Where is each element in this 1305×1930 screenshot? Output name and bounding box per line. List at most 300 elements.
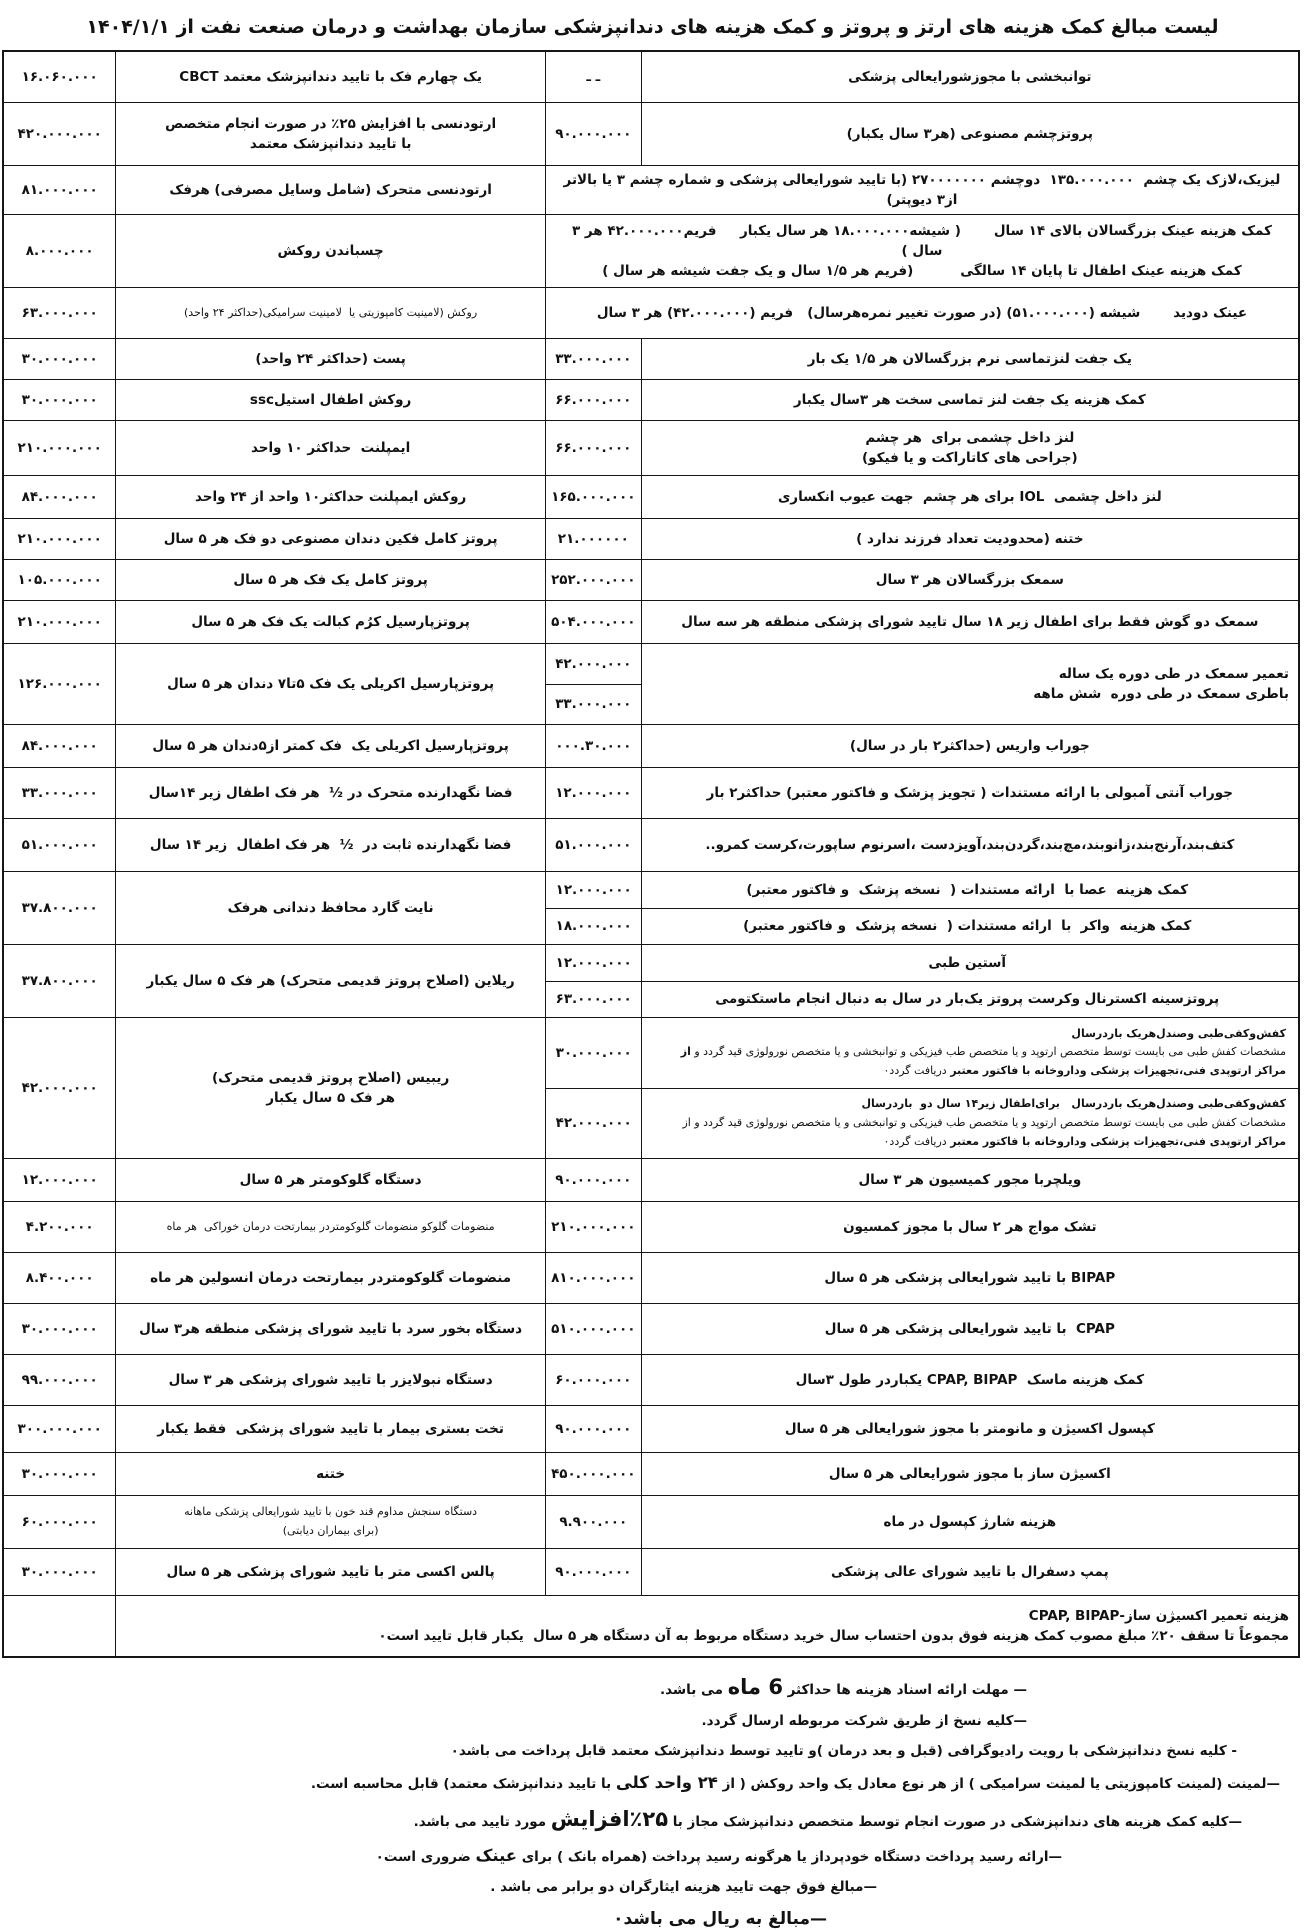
text-segment: آستین طبی xyxy=(928,954,1007,971)
table-row xyxy=(4,724,1298,767)
item-description xyxy=(648,1095,1286,1151)
amount-cell xyxy=(4,819,115,871)
item-description xyxy=(125,529,536,549)
table-row xyxy=(4,818,1298,871)
text-segment: لنز داخل چشمی IOL برای هر چشم جهت عیوب انکساری xyxy=(777,488,1162,505)
text-segment: چسباندن روکش xyxy=(277,242,384,259)
item-name-cell xyxy=(115,560,545,600)
text-segment: هر فک ۵ سال یکبار xyxy=(266,1090,396,1106)
item-name-cell xyxy=(115,339,545,379)
amount-subcell xyxy=(546,684,641,725)
amount-value: ۶۳.۰۰۰.۰۰۰ xyxy=(555,991,632,1008)
amount-cell xyxy=(4,519,115,559)
amount-value: ۹۰.۰۰۰.۰۰۰ xyxy=(555,126,632,142)
text-segment: با تایید دندانپزشک معتمد) قابل محاسبه است. xyxy=(310,1776,616,1793)
amount-cell xyxy=(4,380,115,420)
footnotes xyxy=(13,1674,1292,1930)
amount-value: ۸۱.۰۰۰.۰۰۰ xyxy=(21,182,98,198)
amount-cell xyxy=(546,945,642,981)
item-description xyxy=(125,1218,536,1237)
text-segment: روکش ایمپلنت حداکثر۱۰ واحد از ۲۴ واحد xyxy=(194,488,467,505)
split-cell-group xyxy=(545,872,1298,944)
item-name-cell xyxy=(115,103,545,165)
amount-value: ۱۲.۰۰۰.۰۰۰ xyxy=(555,785,632,801)
item-description xyxy=(555,221,1289,282)
item-name-cell xyxy=(641,339,1298,379)
amount-cell xyxy=(4,1253,115,1303)
split-cell-group xyxy=(545,945,1298,1017)
item-description xyxy=(125,1606,1289,1647)
table-row xyxy=(4,643,1298,724)
text-segment: مراکز ارتوپدی فنی،تجهیزات پزشکی وداروخانه با فاکتور معتبر xyxy=(950,1064,1286,1078)
amount-value: ۱۲.۰۰۰.۰۰۰ xyxy=(21,1172,98,1188)
text-segment: کمک هزینه واکر با ارائه مستندات ( نسخه پزشک و فاکتور معتبر) xyxy=(743,918,1192,935)
item-name-cell xyxy=(641,982,1298,1018)
item-description xyxy=(125,241,536,261)
text-segment: روکش اطفال استیلssc xyxy=(249,391,412,408)
item-name-cell xyxy=(641,380,1298,420)
item-name-cell xyxy=(641,945,1298,981)
item-name-cell xyxy=(641,768,1298,818)
amount-cell xyxy=(545,1406,641,1452)
amount-cell xyxy=(4,103,115,165)
table-row xyxy=(4,1452,1298,1495)
item-description xyxy=(651,529,1289,549)
text-segment: باطری سمعک در طی دوره شش ماهه xyxy=(1033,686,1289,702)
item-description xyxy=(125,674,536,694)
amount-value: ۸۴.۰۰۰.۰۰۰ xyxy=(21,489,98,505)
amount-value: ۶۰.۰۰۰.۰۰۰ xyxy=(555,1372,632,1388)
item-name-cell xyxy=(641,644,1298,724)
footnote xyxy=(13,1772,1280,1794)
text-segment: ریلاین (اصلاح پروتز قدیمی متحرک) هر فک ۵ سال یکبار xyxy=(146,972,515,989)
text-segment: دریافت گردد۰ xyxy=(883,1064,951,1078)
table-row xyxy=(4,767,1298,818)
amount-value: ۴۵۰.۰۰۰.۰۰۰ xyxy=(551,1466,636,1482)
text-segment: پروتز کامل فکین دندان مصنوعی دو فک هر ۵ سال xyxy=(163,530,498,547)
amount-value: ۵۱.۰۰۰.۰۰۰ xyxy=(555,837,632,853)
item-description xyxy=(125,1370,536,1390)
amount-value: ۳۰.۰۰۰.۰۰۰ xyxy=(21,351,98,367)
amount-cell xyxy=(4,601,115,643)
text-segment: جوراب واریس (حداکثر۲ بار در سال) xyxy=(849,737,1090,754)
text-segment: جوراب آنتی آمبولی با ارائه مستندات ( تجویز پزشک و فاکتور معتبر) حداکثر۲ بار xyxy=(706,784,1234,801)
item-description xyxy=(651,612,1289,632)
amount-cell xyxy=(546,909,642,945)
amount-cell xyxy=(4,768,115,818)
text-segment: CPAP با تایید شورایعالی پزشکی هر ۵ سال xyxy=(824,1320,1115,1337)
amount-cell xyxy=(546,1018,642,1088)
footnote xyxy=(13,1674,1027,1701)
item-name-cell xyxy=(641,1253,1298,1303)
item-description xyxy=(125,1268,536,1288)
item-description xyxy=(651,1217,1289,1237)
table-row xyxy=(4,475,1298,518)
text-segment: پروتزپارسیل اکریلی یک فک ۵تا۷ دندان هر ۵ سال xyxy=(167,675,495,692)
amount-value: ۶۳.۰۰۰.۰۰۰ xyxy=(21,305,98,321)
amount-cell xyxy=(4,1355,115,1405)
text-segment: کمک هزینه عینک بزرگسالان بالای ۱۴ سال ( شیشه۱۸.۰۰۰.۰۰۰ هر سال یکبار فریم۴۲.۰۰۰.۰۰۰ هر ۳ سال ) xyxy=(567,222,1272,259)
item-name-cell xyxy=(641,560,1298,600)
text-segment: دستگاه نبولایزر با تایید شورای پزشکی هر ۳ سال xyxy=(168,1371,493,1388)
item-name-cell xyxy=(115,1596,1298,1656)
amount-value: ۱۲.۰۰۰.۰۰۰ xyxy=(555,954,632,971)
item-name-cell xyxy=(115,1202,545,1252)
table-row xyxy=(4,871,1298,944)
item-name-cell xyxy=(641,1496,1298,1548)
amount-cell xyxy=(4,1549,115,1595)
table-row xyxy=(4,944,1298,1017)
item-description xyxy=(125,438,536,458)
item-description xyxy=(651,428,1289,469)
item-name-cell xyxy=(115,872,545,944)
text-segment: ریبیس (اصلاح پروتز قدیمی متحرک) xyxy=(211,1069,450,1086)
item-description xyxy=(651,783,1289,803)
text-segment: فضا نگهدارنده متحرک در ½ هر فک اطفال زیر ۱۴سال xyxy=(148,784,513,801)
item-name-cell xyxy=(115,288,545,338)
item-description xyxy=(125,1419,536,1439)
item-name-cell xyxy=(641,1453,1298,1495)
text-segment: نایت گارد محافظ دندانی هرفک xyxy=(227,899,434,916)
item-description xyxy=(125,1170,536,1190)
page-title: لیست مبالغ کمک هزینه های ارتز و پروتز و کمک هزینه های دندانپزشکی سازمان بهداشت و درمان صنعت نفت از ۱۴۰۴/۱/۱ xyxy=(86,16,1219,38)
text-segment: پالس اکسی متر با تایید شورای پزشکی هر ۵ سال xyxy=(166,1563,495,1580)
amount-cell xyxy=(546,982,642,1018)
amount-cell xyxy=(546,872,642,908)
amount-cell xyxy=(545,339,641,379)
table-row xyxy=(4,379,1298,420)
sub-row xyxy=(546,945,1298,981)
text-segment: BIPAP با تایید شورایعالی پزشکی هر ۵ سال xyxy=(824,1269,1116,1286)
amount-cell xyxy=(545,519,641,559)
amount-value: ۹۰.۰۰۰.۰۰۰ xyxy=(555,1172,632,1188)
item-description xyxy=(651,570,1289,590)
item-name-cell xyxy=(641,1089,1298,1159)
amount-cell xyxy=(4,1453,115,1495)
amount-cell xyxy=(545,768,641,818)
amount-value: ۲۱۰.۰۰۰.۰۰۰ xyxy=(17,614,102,630)
item-name-cell xyxy=(641,421,1298,475)
item-description xyxy=(125,835,536,855)
amount-cell xyxy=(4,166,115,214)
text-segment: توانبخشی با مجوزشورایعالی پزشکی xyxy=(848,68,1092,85)
amount-cell xyxy=(4,1304,115,1354)
item-description xyxy=(651,487,1289,507)
text-segment: می باشد. xyxy=(659,1682,728,1698)
amount-value: ۸۴.۰۰۰.۰۰۰ xyxy=(21,738,98,754)
item-name-cell xyxy=(115,1018,545,1158)
text-segment: عینک xyxy=(475,1846,518,1866)
amount-cell xyxy=(545,380,641,420)
item-name-cell xyxy=(641,519,1298,559)
text-segment: پروتزپارسیل اکریلی یک فک کمتر از۵دندان هر ۵ سال xyxy=(152,737,509,754)
footnote xyxy=(13,1806,1242,1833)
amount-value: ۲۵۲.۰۰۰.۰۰۰ xyxy=(551,572,636,588)
table-row xyxy=(4,102,1298,165)
footnote xyxy=(13,1908,827,1930)
item-name-cell xyxy=(115,1304,545,1354)
table-row xyxy=(4,1303,1298,1354)
text-segment: اکسیژن ساز با مجوز شورایعالی هر ۵ سال xyxy=(828,1465,1111,1482)
table-row xyxy=(4,287,1298,338)
table-row xyxy=(4,165,1298,214)
amount-cell xyxy=(4,1018,115,1158)
item-name-cell xyxy=(115,52,545,102)
amount-value: ۸.۴۰۰.۰۰۰ xyxy=(25,1270,94,1286)
amount-value: ۳۰۰.۰۰۰.۰۰۰ xyxy=(17,1421,102,1437)
item-name-cell xyxy=(641,52,1298,102)
text-segment: تخت بستری بیمار با تایید شورای پزشکی فقط یکبار xyxy=(157,1420,504,1437)
item-description xyxy=(651,835,1289,855)
item-name-cell xyxy=(115,768,545,818)
amount-cell xyxy=(4,476,115,518)
amount-value: ۹۹.۰۰۰.۰۰۰ xyxy=(21,1372,98,1388)
item-description xyxy=(125,971,536,991)
text-segment: دریافت گردد۰ xyxy=(883,1134,951,1148)
item-description xyxy=(651,1419,1289,1439)
item-name-cell xyxy=(641,909,1298,945)
amount-value: ۳۰.۰۰۰.۰۰۰ xyxy=(21,1564,98,1580)
text-segment: مراکز ارتوپدی فنی،تجهیزات پزشکی وداروخانه با فاکتور معتبر xyxy=(950,1134,1286,1148)
item-description xyxy=(555,303,1289,323)
item-description xyxy=(651,1170,1289,1190)
text-segment: پروتز کامل یک فک هر ۵ سال xyxy=(233,571,428,588)
text-segment: از xyxy=(680,1045,691,1059)
item-description xyxy=(648,953,1286,973)
item-name-cell xyxy=(545,166,1298,214)
amount-value: ۸۱۰.۰۰۰.۰۰۰ xyxy=(551,1270,636,1286)
amount-cell xyxy=(545,103,641,165)
table-row xyxy=(4,1354,1298,1405)
item-name-cell xyxy=(115,1453,545,1495)
item-description xyxy=(125,898,536,918)
text-segment: ایمپلنت حداکثر ۱۰ واحد xyxy=(250,439,411,456)
item-description xyxy=(125,1464,536,1484)
amount-value: ۶۶.۰۰۰.۰۰۰ xyxy=(555,440,632,456)
item-description xyxy=(651,124,1289,144)
amount-cell xyxy=(545,644,641,724)
item-description xyxy=(651,1562,1289,1582)
item-description xyxy=(555,170,1289,211)
text-segment: هزینه تعمیر اکسیژن ساز-CPAP, BIPAP xyxy=(1028,1607,1289,1624)
amount-cell xyxy=(545,1202,641,1252)
item-description xyxy=(648,916,1286,936)
item-name-cell xyxy=(115,601,545,643)
item-name-cell xyxy=(641,601,1298,643)
amount-value: ۵۱۰.۰۰۰.۰۰۰ xyxy=(551,1321,636,1337)
item-name-cell xyxy=(641,1159,1298,1201)
text-segment: با تایید دندانپزشک معتمد xyxy=(249,136,412,152)
item-description xyxy=(125,783,536,803)
item-description xyxy=(125,736,536,756)
text-segment: پروتزپارسیل کرُم کبالت یک فک هر ۵ سال xyxy=(191,613,470,630)
text-segment: پروتزسینه اکسترنال وکرست پروتز یک‌بار در سال به دنبال انجام ماستکتومی xyxy=(715,991,1220,1008)
amount-value: ـ ـ xyxy=(586,69,601,85)
amount-cell xyxy=(4,1496,115,1548)
text-segment: ۲۵٪افزایش xyxy=(550,1806,669,1831)
table-row xyxy=(4,338,1298,379)
item-name-cell xyxy=(115,1355,545,1405)
text-segment: کمک هزینه ماسک CPAP, BIPAP یکباردر طول ۳سال xyxy=(795,1371,1145,1388)
amount-value: ۴۲.۰۰۰.۰۰۰ xyxy=(21,1080,98,1096)
item-description xyxy=(651,390,1289,410)
amount-value: ۱۲۶.۰۰۰.۰۰۰ xyxy=(17,676,102,692)
amount-value: ۸.۰۰۰.۰۰۰ xyxy=(25,243,94,259)
text-segment: منضومات گلوکو منضومات گلوکومتردر بیمارتحت درمان خوراکی هر ماه xyxy=(166,1219,495,1233)
amount-value: ۳۰.۰۰۰.۰۰۰ xyxy=(555,1044,632,1061)
amount-value: ۳۳.۰۰۰.۰۰۰ xyxy=(555,351,632,367)
amount-value: ۳۳.۰۰۰.۰۰۰ xyxy=(555,696,632,713)
text-segment: مورد تایید می باشد. xyxy=(413,1813,551,1830)
amount-value: ۶۰.۰۰۰.۰۰۰ xyxy=(21,1514,98,1530)
text-segment: مشخصات کفش طبی می بایست توسط متخصص ارتوپد و یا متخصص طب فیزیکی و توانبخشی و یا متخصص نورولوژی قید گردد و xyxy=(690,1045,1286,1059)
amount-cell xyxy=(545,819,641,871)
sub-row xyxy=(546,872,1298,908)
item-name-cell xyxy=(115,380,545,420)
amount-value: ۱۸.۰۰۰.۰۰۰ xyxy=(555,918,632,935)
amount-cell xyxy=(545,1549,641,1595)
text-segment: کپسول اکسیژن و مانومتر با مجوز شورایعالی هر ۵ سال xyxy=(784,1420,1155,1437)
item-name-cell xyxy=(641,819,1298,871)
item-name-cell xyxy=(641,1304,1298,1354)
item-name-cell xyxy=(115,644,545,724)
text-segment: یک چهارم فک با تایید دندانپزشک معتمد CBCT xyxy=(179,68,482,85)
amount-cell xyxy=(545,725,641,767)
amount-value: ۱۶.۰۶۰.۰۰۰ xyxy=(21,69,98,85)
item-name-cell xyxy=(545,288,1298,338)
amount-cell xyxy=(4,644,115,724)
text-segment: مشخصات کفش طبی می بایست توسط متخصص ارتوپد و یا متخصص طب فیزیکی و توانبخشی و یا متخصص نورولوژی قید گردد و از xyxy=(682,1115,1286,1129)
amount-value: ۴۲۰.۰۰۰.۰۰۰ xyxy=(17,126,102,142)
item-name-cell xyxy=(115,519,545,559)
text-segment: ختنه (محدودیت تعداد فرزند ندارد ) xyxy=(856,530,1084,547)
item-description xyxy=(125,487,536,507)
item-name-cell xyxy=(115,421,545,475)
text-segment: پست (حداکثر ۲۴ واحد) xyxy=(255,350,406,367)
item-description xyxy=(125,612,536,632)
amount-value: ۰۰۰.۳۰.۰۰۰ xyxy=(555,738,632,754)
item-name-cell xyxy=(641,1549,1298,1595)
amount-value: ۳۰.۰۰۰.۰۰۰ xyxy=(21,1466,98,1482)
split-cell-group xyxy=(545,1018,1298,1158)
amount-cell xyxy=(545,1304,641,1354)
amount-value: ۶۶.۰۰۰.۰۰۰ xyxy=(555,392,632,408)
item-name-cell xyxy=(641,1355,1298,1405)
item-description xyxy=(648,880,1286,900)
item-description xyxy=(651,1319,1289,1339)
item-description xyxy=(651,67,1289,87)
item-description xyxy=(651,664,1289,705)
item-name-cell xyxy=(115,1253,545,1303)
text-segment: ارتودنسی متحرک (شامل وسایل مصرفی) هرفک xyxy=(169,181,492,198)
amount-cell xyxy=(4,421,115,475)
amount-value: ۲۱۰.۰۰۰.۰۰۰ xyxy=(17,531,102,547)
footnote xyxy=(13,1713,1027,1731)
item-description xyxy=(651,1268,1289,1288)
amount-cell xyxy=(545,601,641,643)
footnote xyxy=(13,1845,1062,1867)
sub-row xyxy=(546,1088,1298,1159)
text-segment: کفش‌وکفی‌طبی وصندل‌هریک باردرسال برای‌اطفال زیر۱۴ سال دو باردرسال xyxy=(861,1097,1286,1111)
item-name-cell xyxy=(115,725,545,767)
table-row xyxy=(4,1548,1298,1595)
text-segment: کمک هزینه عینک اطفال تا پایان ۱۴ سالگی (فریم هر ۱/۵ سال و یک جفت شیشه هر سال ) xyxy=(602,263,1242,280)
amount-value: ۲۱۰.۰۰۰.۰۰۰ xyxy=(17,440,102,456)
item-description xyxy=(651,349,1289,369)
text-segment: —ارائه رسید پرداخت دستگاه خودپرداز یا هرگونه رسید پرداخت (همراه بانک ) برای xyxy=(517,1849,1062,1866)
footnote xyxy=(13,1743,1237,1761)
table-row xyxy=(4,1595,1298,1656)
amount-cell xyxy=(545,560,641,600)
footnote xyxy=(13,1879,877,1897)
amount-cell xyxy=(546,1089,642,1159)
amount-cell xyxy=(545,52,641,102)
item-name-cell xyxy=(641,872,1298,908)
text-segment: ختنه xyxy=(316,1465,346,1482)
amount-cell xyxy=(545,1253,641,1303)
table-row xyxy=(4,1158,1298,1201)
text-segment: کتف‌بند،آرنج‌بند،زانوبند،مچ‌بند،گردن‌بند،آویزدست ،اسرنوم ساپورت،کرست کمرو.. xyxy=(705,836,1235,853)
text-segment: هزینه شارژ کپسول در ماه xyxy=(883,1513,1057,1530)
amount-value: ۹۰.۰۰۰.۰۰۰ xyxy=(555,1564,632,1580)
item-description xyxy=(651,1512,1289,1532)
item-description xyxy=(125,390,536,410)
amount-value: ۴۲.۰۰۰.۰۰۰ xyxy=(555,655,632,672)
item-description xyxy=(651,736,1289,756)
text-segment: دستگاه بخور سرد با تایید شورای پزشکی منطقه هر۳ سال xyxy=(139,1320,523,1337)
item-description xyxy=(125,67,536,87)
amount-value: ۱۶۵.۰۰۰.۰۰۰ xyxy=(551,489,636,505)
amount-cell xyxy=(545,1159,641,1201)
item-name-cell xyxy=(115,1406,545,1452)
sub-row xyxy=(546,1018,1298,1088)
amount-value: ۳۷.۸۰۰.۰۰۰ xyxy=(21,973,98,989)
amount-cell xyxy=(4,339,115,379)
item-name-cell xyxy=(115,1496,545,1548)
item-name-cell xyxy=(641,1018,1298,1088)
item-description xyxy=(125,180,536,200)
amount-cell xyxy=(4,945,115,1017)
table-row xyxy=(4,1252,1298,1303)
text-segment: دستگاه سنجش مداوم قند خون با تایید شورایعالی پزشکی ماهانه xyxy=(184,1505,478,1519)
amount-cell xyxy=(545,1496,641,1548)
item-description xyxy=(651,1464,1289,1484)
amount-value: ۲۱۰.۰۰۰.۰۰۰ xyxy=(551,1219,636,1235)
item-name-cell xyxy=(641,1202,1298,1252)
text-segment: لنز داخل چشمی برای هر چشم xyxy=(865,429,1075,446)
amount-value: ۴.۲۰۰.۰۰۰ xyxy=(25,1219,94,1235)
text-segment: پروتزچشم مصنوعی (هر۳ سال یکبار) xyxy=(846,125,1094,142)
amount-value: ۳۰.۰۰۰.۰۰۰ xyxy=(21,1321,98,1337)
table-row xyxy=(4,52,1298,102)
text-segment: کمک هزینه عصا با ارائه مستندات ( نسخه پزشک و فاکتور معتبر) xyxy=(746,881,1189,898)
text-segment: —لمینت (لمینت کامپوزیتی یا لمینت سرامیکی ) از هر نوع معادل یک واحد روکش ( از xyxy=(717,1776,1280,1793)
item-name-cell xyxy=(641,725,1298,767)
text-segment: مجموعاً تا سقف ۲۰٪ مبلغ مصوب کمک هزینه فوق بدون احتساب سال خرید دستگاه مربوط به آن دستگاه هر ۵ سال یکبار قابل تایید است۰ xyxy=(378,1628,1289,1644)
amount-value: ۹.۹۰۰.۰۰۰ xyxy=(559,1514,628,1530)
text-segment: کمک هزینه یک جفت لنز تماسی سخت هر ۳سال یکبار xyxy=(793,391,1146,408)
item-name-cell xyxy=(115,945,545,1017)
text-segment: —کلیه کمک هزینه های دندانپزشکی در صورت انجام توسط متخصص دندانپزشک مجاز با xyxy=(668,1813,1242,1830)
text-segment: —مبالغ فوق جهت تایید هزینه ایثارگران دو برابر می باشد . xyxy=(490,1878,877,1895)
amount-value: ۳۰.۰۰۰.۰۰۰ xyxy=(21,392,98,408)
text-segment: روکش (لامینیت کامپوزیتی یا لامینیت سرامیکی(حداکثر ۲۴ واحد) xyxy=(184,305,478,319)
amount-value: ۵۱.۰۰۰.۰۰۰ xyxy=(21,837,98,853)
item-description xyxy=(125,570,536,590)
amount-cell xyxy=(4,725,115,767)
amount-cell xyxy=(545,421,641,475)
amount-value: ۲۱.۰۰۰۰۰۰ xyxy=(557,531,629,547)
